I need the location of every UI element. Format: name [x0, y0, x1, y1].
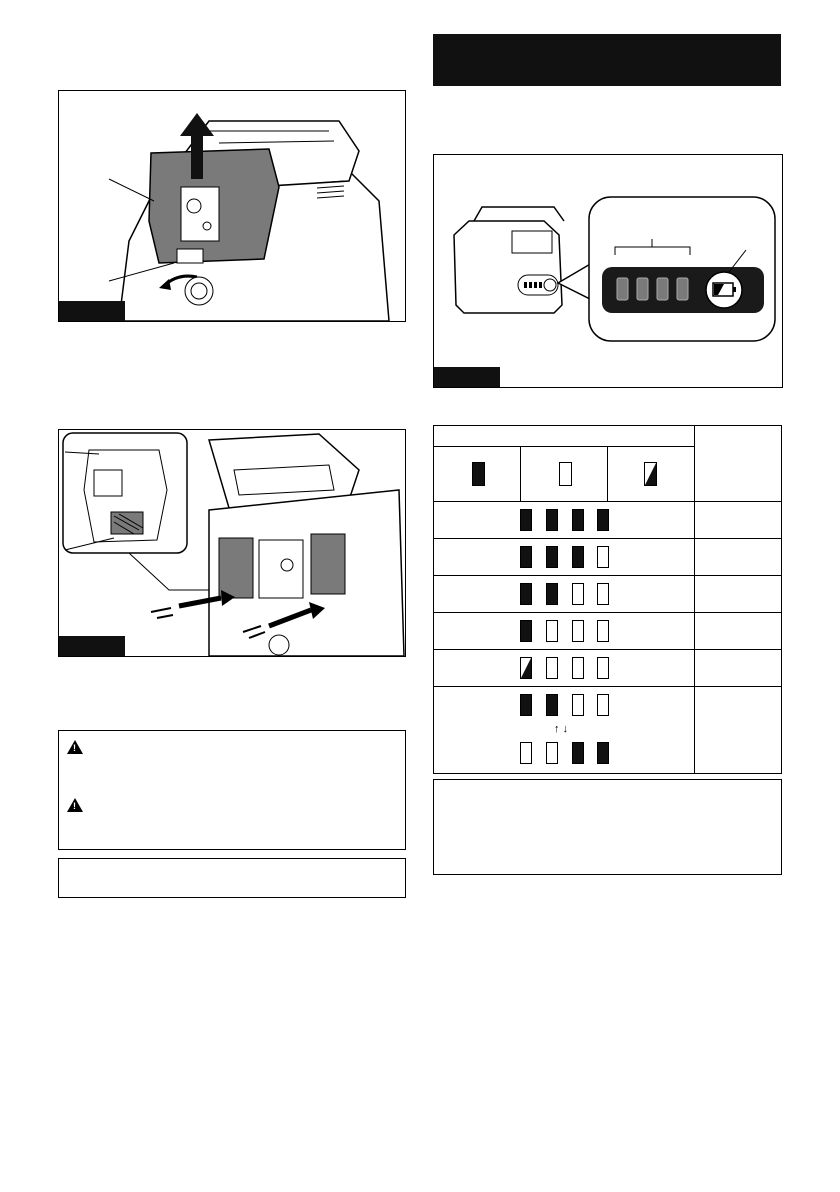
- capacity-cell: [695, 650, 782, 687]
- table-row: [434, 650, 782, 687]
- indicator-lamp-on: [520, 509, 532, 531]
- battery-insertion-illustration: [59, 430, 405, 656]
- table-row: [434, 576, 782, 613]
- legend-off-cell: [521, 447, 608, 502]
- indicator-lamp-on: [572, 546, 584, 568]
- capacity-cell: [695, 576, 782, 613]
- vacuum-lid-illustration: [59, 91, 405, 321]
- note-box: [58, 858, 406, 898]
- warning-triangle-icon: [67, 740, 83, 754]
- warning-triangle-icon: [67, 798, 83, 812]
- indicator-lamp-on: [520, 583, 532, 605]
- indicator-lamps: [434, 613, 695, 650]
- indicator-lamp-off: [597, 583, 609, 605]
- figure-battery-insertion: [58, 429, 406, 657]
- table-row: [434, 539, 782, 576]
- blinking-lamp-icon: [644, 462, 657, 486]
- capacity-cell: [695, 687, 782, 774]
- indicator-lamp-off: [572, 694, 584, 716]
- indicator-lamp-off: [546, 620, 558, 642]
- capacity-cell: [695, 539, 782, 576]
- note-box: [433, 779, 782, 875]
- indicator-lamp-on: [546, 546, 558, 568]
- battery-pack-illustration: [434, 155, 782, 387]
- legend-lit-cell: [434, 447, 521, 502]
- indicator-lamp-off: [572, 583, 584, 605]
- indicator-lamp-on: [572, 742, 584, 764]
- indicator-lamp-on: [546, 583, 558, 605]
- indicator-lamps-alternating: [434, 687, 695, 774]
- indicator-lamp-half: [520, 657, 532, 679]
- remaining-capacity-header: [695, 426, 782, 502]
- off-lamp-icon: [559, 462, 572, 486]
- indicator-lamps: [434, 576, 695, 613]
- indicator-lamp-on: [520, 546, 532, 568]
- indicator-lamp-on: [597, 742, 609, 764]
- indicator-lamp-off: [572, 657, 584, 679]
- figure-lid-open: [58, 90, 406, 322]
- battery-icon: [713, 283, 736, 296]
- indicator-lamp-on: [572, 509, 584, 531]
- indicator-lamp-off: [597, 546, 609, 568]
- section-header-bar: [433, 34, 781, 86]
- indicator-lamp-on: [520, 620, 532, 642]
- figure-battery-indicator: [433, 154, 783, 388]
- table-row: [434, 687, 782, 774]
- figure-number-tab: [434, 367, 500, 387]
- legend-blink-cell: [608, 447, 695, 502]
- up-down-arrows-icon: ↑ ↓: [554, 723, 569, 735]
- indicator-lamp-off: [572, 620, 584, 642]
- indicator-lamp-off: [597, 694, 609, 716]
- indicator-lamp-on: [546, 509, 558, 531]
- indicator-lamps: [434, 502, 695, 539]
- indicator-lamp-on: [520, 694, 532, 716]
- indicator-lamp-off: [597, 620, 609, 642]
- indicator-lamp-on: [546, 694, 558, 716]
- indicator-lamp-off: [546, 742, 558, 764]
- indicator-header-cell: [434, 426, 695, 447]
- figure-number-tab: [59, 301, 125, 321]
- indicator-lamps: [434, 539, 695, 576]
- capacity-cell: [695, 502, 782, 539]
- warning-box: [58, 730, 406, 850]
- figure-number-tab: [59, 636, 125, 656]
- battery-indicator-table: [433, 425, 782, 774]
- indicator-lamps: [434, 650, 695, 687]
- indicator-lamp-off: [546, 657, 558, 679]
- indicator-lamp-on: [597, 509, 609, 531]
- table-row: [434, 613, 782, 650]
- table-row: [434, 502, 782, 539]
- lit-lamp-icon: [472, 462, 485, 486]
- indicator-lamp-off: [597, 657, 609, 679]
- indicator-lamp-off: [520, 742, 532, 764]
- capacity-cell: [695, 613, 782, 650]
